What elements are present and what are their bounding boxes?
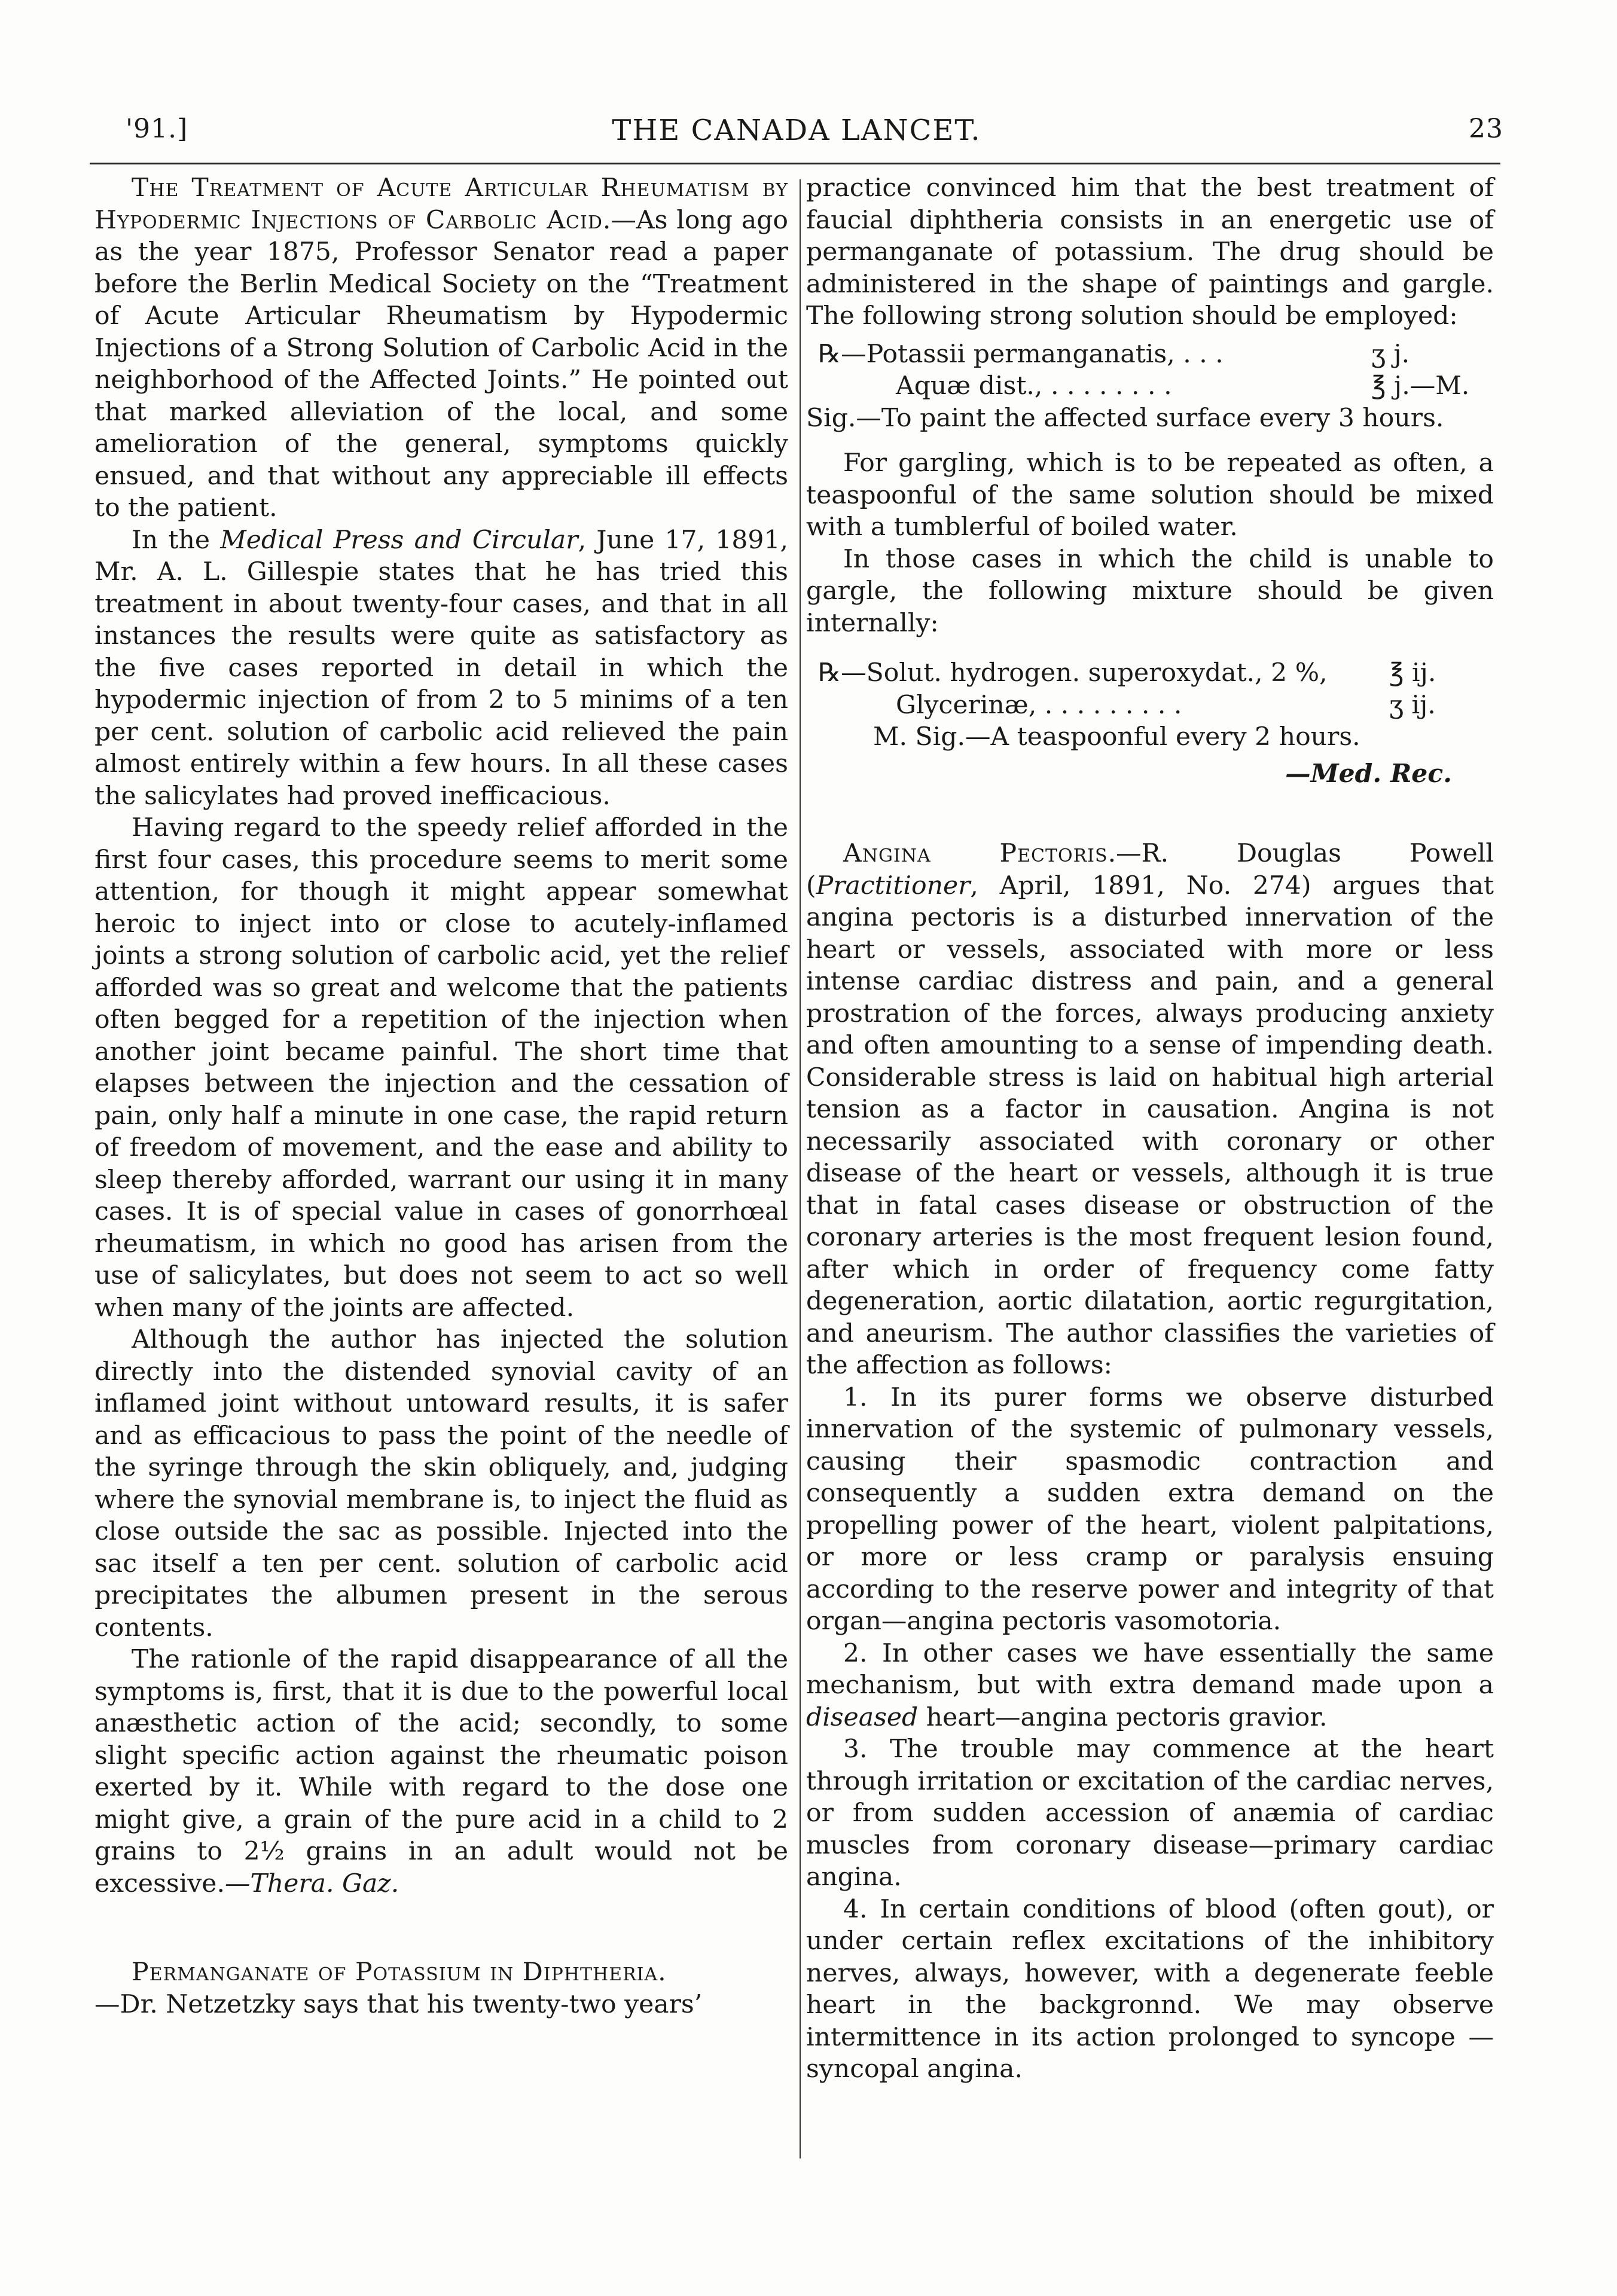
page-number: 23 xyxy=(1469,114,1503,144)
gargling-paragraph: For gargling, which is to be repeated as often, a teaspoonful of the same solution should be mixed with a tumblerful of boiled water. xyxy=(806,448,1494,542)
angina-item-1: 1. In its purer forms we observe disturbed innervation of the systemic of pulmonary vessels, causing their spasmodic contraction and consequently a sudden extra demand on the propelling power of the heart, violent palpitations, or more or less cramp or paralysis ensuing according to the reserve power and integrity of that organ—angina pectoris vasomotoria. xyxy=(806,1382,1494,1636)
angina-item-2: 2. In other cases we have essentially the same mechanism, but with extra demand made upon a diseased heart—angina pectoris gravior. xyxy=(806,1638,1494,1732)
prescription-1-sig: Sig.—To paint the affected surface every 3 hours. xyxy=(806,403,1444,433)
journal-citation: Medical Press and Circular xyxy=(220,525,578,555)
article-carbolic-p5: The rationle of the rapid disappearance of all the symptoms is, first, that it is due to the powerful local anæsthetic action of the acid; secondly, to some slight specific action against the rheumatic poison exerted by it. While with regard to the dose one might give, a grain of the pure acid in a child to 2 grains to 2½ grains in an adult would not be excessive.—Thera. Gaz. xyxy=(94,1645,788,1898)
right-column xyxy=(806,172,1494,2086)
article-carbolic-p3: Having regard to the speedy relief afforded in the first four cases, this procedure seems to merit some attention, for though it might appear somewhat heroic to inject into or close to acutely-inflamed joints a strong solution of carbolic acid, yet the relief afforded was so great and welcome that the patients often begged for a repetition of the injection when another joint became painful. The short time that elapses between the injection and the cessation of pain, only half a minute in one case, the rapid return of freedom of movement, and the ease and ability to sleep thereby afforded, warrant our using it in many cases. It is of special value in cases of gonorrhœal rheumatism, in which no good has arisen from the use of salicylates, but does not seem to act so well when many of the joints are affected. xyxy=(94,813,788,1323)
running-head xyxy=(90,114,1503,155)
article-carbolic-p2: In the Medical Press and Circular, June 17, 1891, Mr. A. L. Gillespie states that he has tried this treatment in about twenty-four cases, and that in all instances the results were quite as satisfactory as the five cases reported in detail in which the hypodermic injection of from 2 to 5 minims of a ten per cent. solution of carbolic acid relieved the pain almost entirely within a few hours. In all these cases the salicylates had proved inefficacious. xyxy=(94,525,788,811)
article-permanganate-start xyxy=(94,1956,788,1989)
left-column xyxy=(94,172,788,2020)
article-heading-angina: Angina Pectoris xyxy=(843,839,1108,868)
prescription-2-line-1: ℞—Solut. hydrogen. superoxydat., 2 %, ℥ ij. xyxy=(818,658,1436,688)
source-citation: —Thera. Gaz. xyxy=(224,1868,399,1898)
article-heading-carbolic: The Treatment of Acute Articular Rheumatism by Hypodermic Injections of Carbolic Acid xyxy=(94,173,788,235)
practitioner-citation: Practitioner xyxy=(816,871,971,900)
prescription-2-line-2: Glycerinæ, . . . . . . . . . ʒ ij. xyxy=(896,690,1436,720)
permanganate-continued: practice convinced him that the best treatment of faucial diphtheria consists in an energetic use of permanganate of potassium. The drug should be administered in the shape of paintings and gargle. The following strong solution should be employed: xyxy=(806,173,1494,331)
internal-mixture-paragraph: In those cases in which the child is unable to gargle, the following mixture should be given internally: xyxy=(806,544,1494,638)
prescription-1-line-2: Aquæ dist., . . . . . . . . ℥ j.—M. xyxy=(896,371,1470,401)
journal-title: THE CANADA LANCET. xyxy=(612,114,981,147)
column-divider xyxy=(800,179,801,2158)
volume-year: '91.] xyxy=(126,114,188,144)
prescription-1-line-1: ℞—Potassii permanganatis, . . . ʒ j. xyxy=(818,339,1410,369)
angina-item-4: 4. In certain conditions of blood (often gout), or under certain reflex excitations of the inhibitory nerves, always, however, with a degenerate feeble heart in the backgronnd. We may observe intermittence in its action prolonged to syncope —syncopal angina. xyxy=(806,1894,1494,2084)
source-med-rec: —Med. Rec. xyxy=(1285,758,1452,789)
article-heading-permanganate: Permanganate of Potassium in Diphtheria. xyxy=(132,1958,667,1987)
article-carbolic-p4: Although the author has injected the solution directly into the distended synovial cavity of an inflamed joint without untoward results, it is safer and as efficacious to pass the point of the needle of the syringe through the skin obliquely, and, judging where the synovial membrane is, to inject the fluid as close outside the sac as possible. Injected into the sac itself a ten per cent. solution of carbolic acid precipitates the albumen present in the serous contents. xyxy=(94,1325,788,1642)
header-rule xyxy=(90,163,1500,164)
angina-p1: Angina Pectoris.—R. Douglas Powell (Practitioner, April, 1891, No. 274) argues that angina pectoris is a disturbed innervation of the heart or vessels, associated with more or less intense cardiac distress and pain, and a general prostration of the forces, always producing anxiety and often amounting to a sense of impending death. Considerable stress is laid on habitual high arterial tension as a factor in causation. Angina is not necessarily associated with coronary or other disease of the heart or vessels, although it is true that in fatal cases disease or obstruction of the coronary arteries is the most frequent lesion found, after which in order of frequency come fatty degeneration, aortic dilatation, aortic regurgitation, and aneurism. The author classifies the varieties of the affection as follows: xyxy=(806,839,1494,1380)
prescription-2-sig: M. Sig.—A teaspoonful every 2 hours. xyxy=(873,722,1360,752)
article-permanganate-p1: —Dr. Netzetzky says that his twenty-two years’ xyxy=(94,1989,703,2019)
article-carbolic-p1: The Treatment of Acute Articular Rheumatism by Hypodermic Injections of Carbolic Acid.—As long ago as the year 1875, Professor Senator read a paper before the Berlin Medical Society on the “Treatment of Acute Articular Rheumatism by Hypodermic Injections of a Strong Solution of Carbolic Acid in the neighborhood of the Affected Joints.” He pointed out that marked alleviation of the local, and some amelioration of the general, symptoms quickly ensued, and that without any appreciable ill effects to the patient. xyxy=(94,173,788,523)
angina-item-3: 3. The trouble may commence at the heart through irritation or excitation of the cardiac nerves, or from sudden accession of anæmia of cardiac muscles from coronary disease—primary cardiac angina. xyxy=(806,1735,1494,1892)
